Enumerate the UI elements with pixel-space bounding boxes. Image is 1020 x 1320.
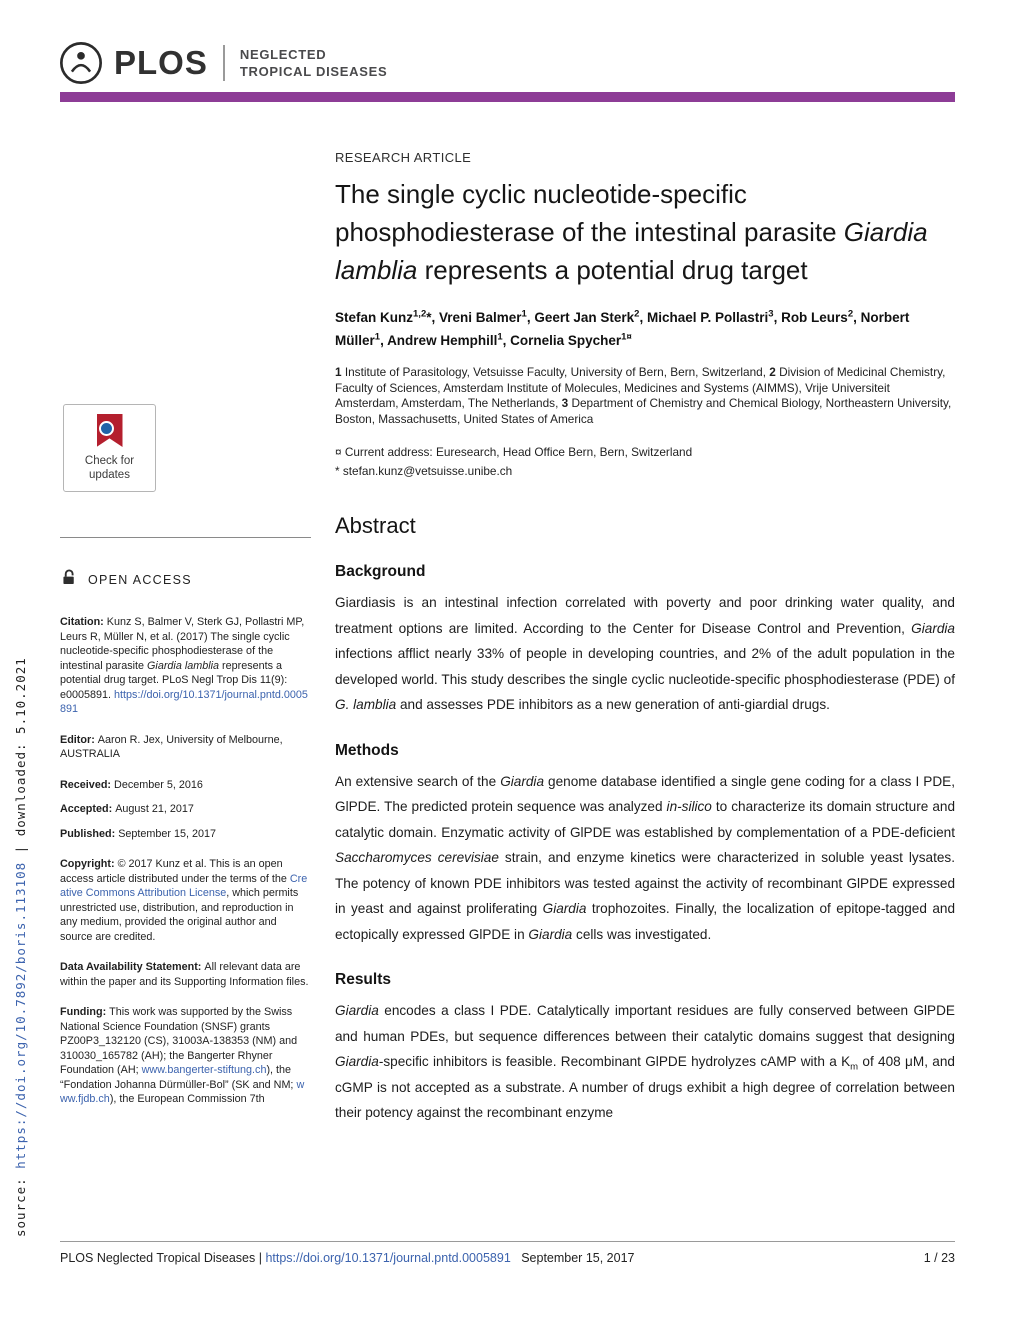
- methods-text: An extensive search of the Giardia genome database identified a single gene coding for a class I PDE, GlPDE. The predicted protein sequence was analyzed in-silico to characterize its domain structure and catalytic domain. Enzymatic activity of GlPDE was established by complementation of a PDE-deficient Saccharomyces cerevisiae strain, and enzyme kinetics were characterized in soluble yeast lysates. The potency of known PDE inhibitors was tested against the activity of recombinant GlPDE expressed in yeast and against proliferating Giardia trophozoites. Finally, the localization of epitope-tagged and ectopically expressed GlPDE in Giardia cells was investigated.: [335, 773, 956, 942]
- funding-statement: Funding: This work was supported by the Swiss National Science Foundation (SNSF) grants PZ00P3_132120 (CS), 31003A-138353 (NM) and 310030_165782 (AH); the Bangerter Rhyner Foundation (AH; www.bangerter-stiftung.ch), the “Fondation Johanna Dürmüller-Bol” (SK and NM; www.fjdb.ch), the European Commission 7th: [60, 1006, 305, 1105]
- copyright: Copyright: © 2017 Kunz et al. This is an open access article distributed under the terms of the Creative Commons Attribution License, which permits unrestricted use, distribution, and reproduction in any medium, provided the original author and source are credited.: [60, 858, 308, 943]
- corresponding-author-email: * stefan.kunz@vetsuisse.unibe.ch: [335, 464, 513, 478]
- affiliation-list: 1 Institute of Parasitology, Vetsuisse Faculty, University of Bern, Bern, Switzerland, 2 Division of Medicinal Chemistry, Faculty of Sciences, Amsterdam Institute of Molecules, Medicines and Systems (AIMMS), Vrije Universiteit Amsterdam, Amsterdam, The Netherlands, 3 Department of Chemistry and Chemical Biology, Northeastern University, Boston, Massachusetts, United States of America: [335, 365, 952, 426]
- received-date: Received: December 5, 2016: [60, 778, 203, 791]
- abstract-heading: Abstract: [335, 513, 416, 538]
- link[interactable]: www.fjdb.ch: [60, 1078, 305, 1105]
- open-access-lock-icon: [60, 568, 78, 591]
- background-heading: Background: [335, 563, 426, 580]
- sidebar-divider: [60, 537, 311, 538]
- link[interactable]: https://doi.org/10.1371/journal.pntd.0005891: [265, 1251, 511, 1265]
- crossmark-icon: [97, 414, 123, 447]
- check-for-updates-badge[interactable]: [63, 404, 156, 492]
- plos-wordmark: PLOS: [114, 44, 208, 81]
- page-number: 1 / 23: [923, 1251, 955, 1265]
- article-title: The single cyclic nucleotide-specific phosphodiesterase of the intestinal parasite Giardia lamblia represents a potential drug target: [335, 179, 928, 285]
- methods-heading: Methods: [335, 741, 399, 759]
- journal-title: [240, 46, 387, 80]
- check-for-updates-label: Check for updates: [84, 455, 135, 481]
- open-access-label: OPEN ACCESS: [88, 572, 192, 587]
- running-footer: PLOS Neglected Tropical Diseases | https://doi.org/10.1371/journal.pntd.0005891 September 15, 2017: [60, 1251, 635, 1265]
- crossmark-circle-icon: [99, 421, 114, 436]
- journal-title-line1: NEGLECTED: [239, 47, 327, 62]
- repository-provenance-stamp: source: https://doi.org/10.7892/boris.113108 | downloaded: 5.10.2021: [13, 657, 28, 1237]
- abstract-section: [335, 513, 955, 1126]
- plos-logo-icon: [58, 40, 104, 86]
- accepted-date: Accepted: August 21, 2017: [60, 803, 194, 815]
- data-availability-statement: Data Availability Statement: All relevant data are within the paper and its Supporting Information files.: [60, 961, 309, 988]
- plos-journal-logo: [58, 40, 387, 86]
- results-heading: Results: [335, 971, 391, 988]
- current-address: ¤ Current address: Euresearch, Head Office Bern, Bern, Switzerland: [335, 445, 693, 459]
- page-footer: [60, 1241, 955, 1265]
- journal-accent-bar: [60, 92, 955, 102]
- published-date: Published: September 15, 2017: [60, 827, 217, 840]
- link[interactable]: Creative Commons Attribution License: [60, 872, 308, 899]
- journal-title-line2: TROPICAL DISEASES: [239, 64, 388, 79]
- results-text: Giardia encodes a class I PDE. Catalytically important residues are fully conserved between GlPDE and human PDEs, but sequence differences between their catalytic domains suggest that designing Giardia-specific inhibitors is feasible. Recombinant GlPDE hydrolyzes cAMP with a $K_m$ of 408 μM, and cGMP is not accepted as a substrate. A number of drugs exhibit a high degree of correlation between their potency against the recombinant enzyme: [335, 1003, 955, 1120]
- article-type-label: RESEARCH ARTICLE: [335, 150, 472, 165]
- link[interactable]: www.bangerter-stiftung.ch: [141, 1064, 267, 1076]
- logo-divider: [223, 45, 225, 81]
- editor: Editor: Aaron R. Jex, University of Melbourne, AUSTRALIA: [60, 733, 283, 760]
- background-text: Giardiasis is an intestinal infection correlated with poverty and poor drinking water quality, and treatment options are limited. According to the Center for Disease Control and Prevention, Giardia infections afflict nearly 33% of people in developing countries, and 2% of the adult population in the developed world. This study describes the single cyclic nucleotide-specific phosphodiesterase (PDE) of G. lamblia and assesses PDE inhibitors as a new generation of anti-giardial drugs.: [335, 595, 955, 712]
- article-content: [335, 150, 955, 1126]
- link[interactable]: https://doi.org/10.7892/boris.113108: [13, 861, 28, 1169]
- author-list: Stefan Kunz$^{1,2}$*, Vreni Balmer$^1$, Geert Jan Sterk$^2$, Michael P. Pollastri$^3$, Rob Leurs$^2$, Norbert Müller$^1$, Andrew Hemphill$^1$, Cornelia Spycher$^{1¤}$: [335, 308, 910, 348]
- open-access-badge: [60, 568, 311, 591]
- article-metadata-sidebar: [60, 537, 311, 1123]
- link[interactable]: https://doi.org/10.1371/journal.pntd.0005891: [60, 688, 308, 715]
- citation: Citation: Kunz S, Balmer V, Sterk GJ, Pollastri MP, Leurs R, Müller N, et al. (2017) The single cyclic nucleotide-specific phosphodiesterase of the intestinal parasite Giardia lamblia represents a potential drug target. PLoS Negl Trop Dis 11(9): e0005891. https://doi.org/10.1371/journal.pntd.0005891: [60, 616, 308, 715]
